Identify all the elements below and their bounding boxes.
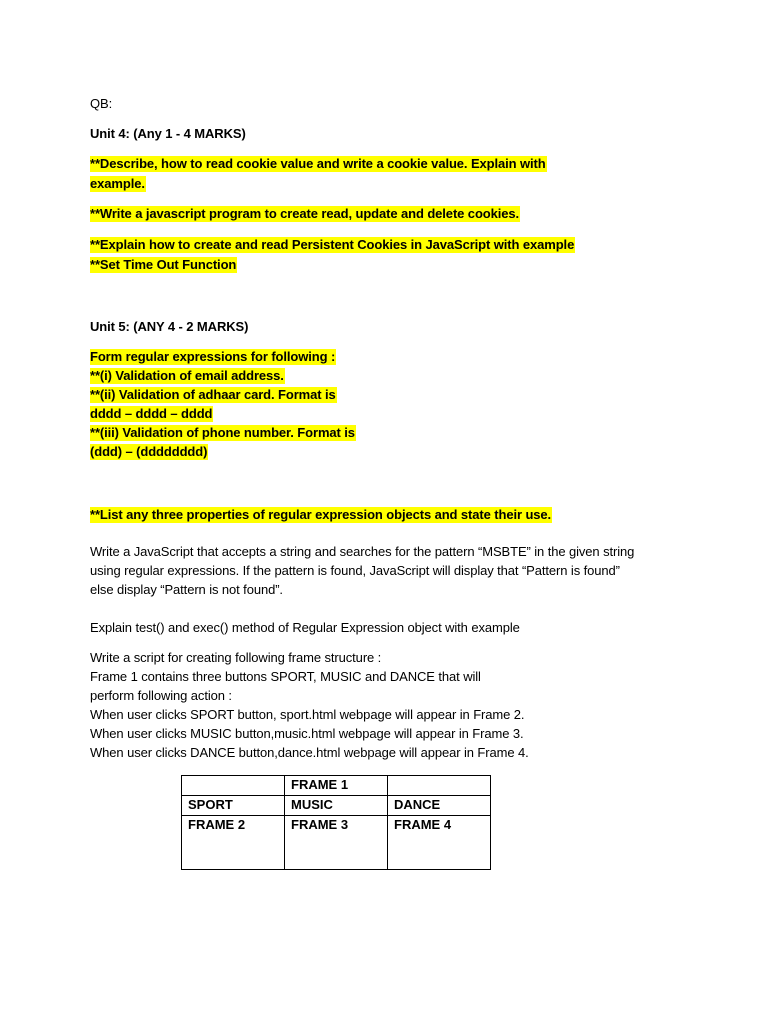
table-cell: FRAME 4 <box>388 816 491 870</box>
table-cell: FRAME 3 <box>285 816 388 870</box>
table-cell: FRAME 2 <box>182 816 285 870</box>
qb-label: QB: <box>90 96 113 111</box>
properties-question: **List any three properties of regular expression objects and state their use. <box>90 507 552 522</box>
pattern-question-line: Write a JavaScript that accepts a string and searches for the pattern “MSBTE” in the given string <box>90 544 635 559</box>
regex-line: (ddd) – (dddddddd) <box>90 444 208 459</box>
frame-question-line: When user clicks MUSIC button,music.html webpage will appear in Frame 3. <box>90 726 524 741</box>
frame-question-line: Write a script for creating following frame structure : <box>90 650 382 665</box>
table-cell: SPORT <box>182 796 285 816</box>
table-row <box>182 776 491 796</box>
table-row <box>182 816 491 870</box>
unit4-heading: Unit 4: (Any 1 - 4 MARKS) <box>90 126 246 141</box>
unit4-question-1-line-2: example. <box>90 176 145 191</box>
regex-line: dddd – dddd – dddd <box>90 406 213 421</box>
table-cell: FRAME 1 <box>285 776 388 796</box>
regex-line: **(iii) Validation of phone number. Format is <box>90 425 355 440</box>
regex-line: Form regular expressions for following : <box>90 349 336 364</box>
regex-line: **(ii) Validation of adhaar card. Format is <box>90 387 336 402</box>
frame-question-line: perform following action : <box>90 688 232 703</box>
regex-line: **(i) Validation of email address. <box>90 368 284 383</box>
frame-question-line: When user clicks SPORT button, sport.html webpage will appear in Frame 2. <box>90 707 525 722</box>
unit4-question-3: **Explain how to create and read Persistent Cookies in JavaScript with example <box>90 237 575 252</box>
table-row <box>182 796 491 816</box>
table-cell <box>388 776 491 796</box>
pattern-question-line: else display “Pattern is not found”. <box>90 582 283 597</box>
frame-structure-table <box>181 775 491 870</box>
unit5-heading: Unit 5: (ANY 4 - 2 MARKS) <box>90 319 249 334</box>
pattern-question-line: using regular expressions. If the pattern is found, JavaScript will display that “Pattern is found” <box>90 563 620 578</box>
unit4-question-1-line-1: **Describe, how to read cookie value and write a cookie value. Explain with <box>90 156 546 171</box>
frame-question-line: Frame 1 contains three buttons SPORT, MUSIC and DANCE that will <box>90 669 481 684</box>
unit4-question-4: **Set Time Out Function <box>90 257 237 272</box>
frame-question-line: When user clicks DANCE button,dance.html webpage will appear in Frame 4. <box>90 745 529 760</box>
test-exec-question: Explain test() and exec() method of Regular Expression object with example <box>90 620 520 635</box>
table-cell <box>182 776 285 796</box>
unit4-question-2: **Write a javascript program to create read, update and delete cookies. <box>90 206 520 221</box>
table-cell: MUSIC <box>285 796 388 816</box>
table-cell: DANCE <box>388 796 491 816</box>
